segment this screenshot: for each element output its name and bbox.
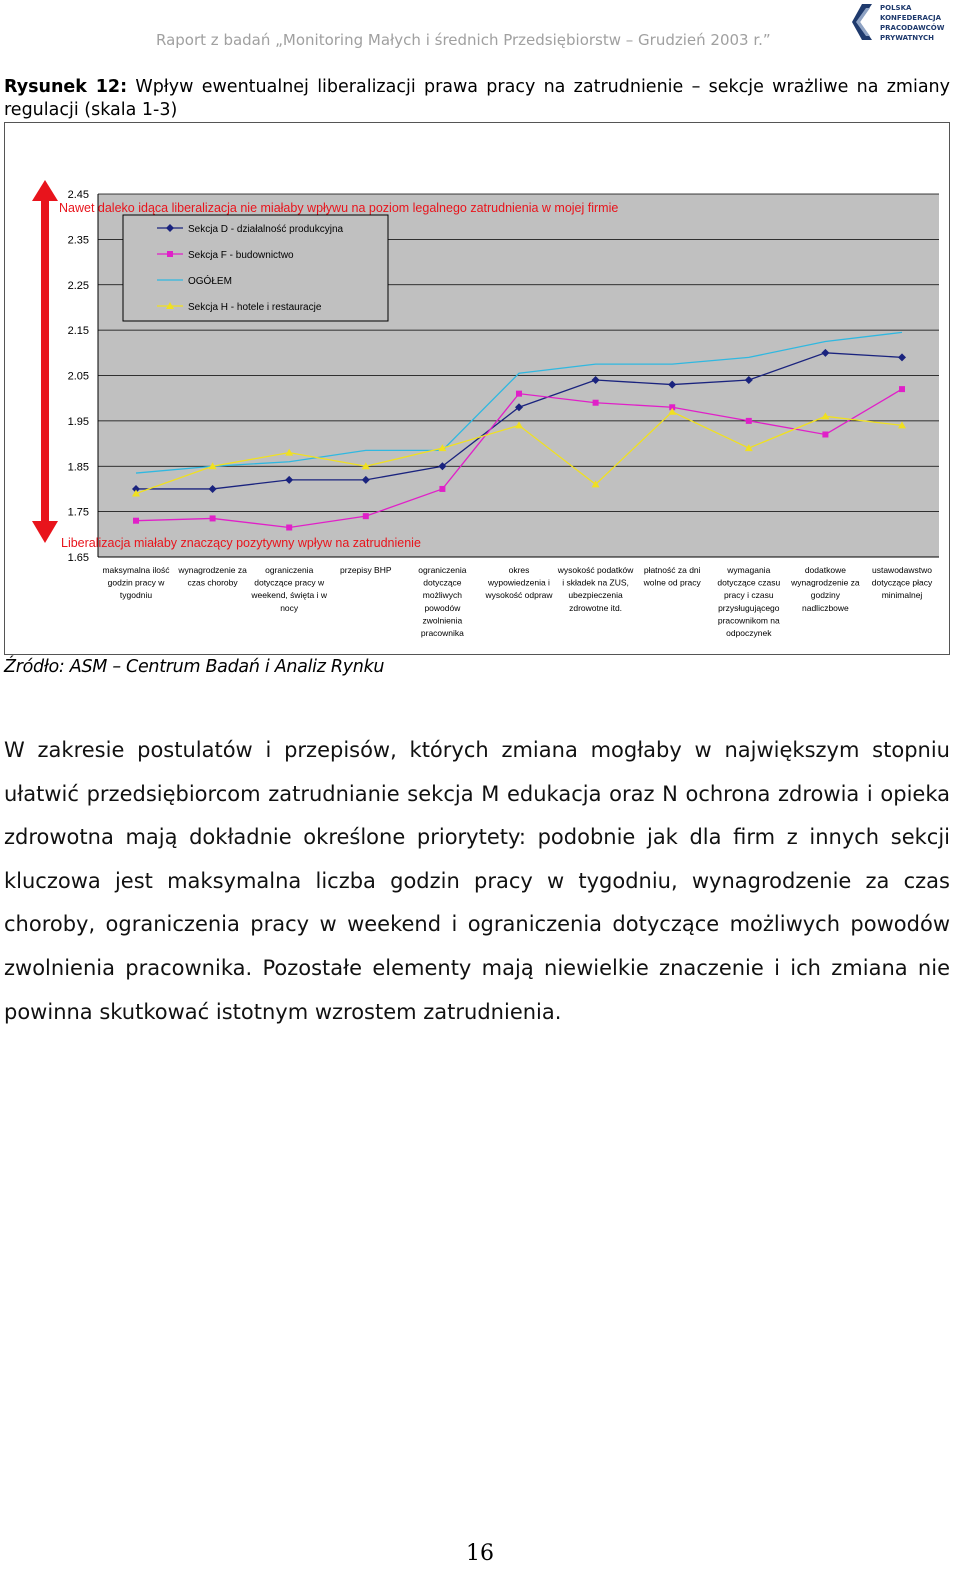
data-point xyxy=(210,515,216,521)
publisher-logo xyxy=(850,2,950,44)
page-number: 16 xyxy=(466,1541,494,1566)
scale-arrow-down-head xyxy=(32,521,58,543)
data-point xyxy=(822,431,828,437)
legend-label: Sekcja F - budownictwo xyxy=(188,250,294,261)
x-tick-label: zwolnienia xyxy=(422,615,463,626)
x-tick-label: zdrowotne itd. xyxy=(569,602,623,613)
x-tick-label: ubezpieczenia xyxy=(568,590,623,601)
x-tick-label: nocy xyxy=(280,602,299,613)
x-tick-label: nadliczbowe xyxy=(802,602,849,613)
x-tick-label: dotyczące pracy w xyxy=(254,577,325,588)
x-tick-label: tygodniu xyxy=(119,590,153,601)
x-tick-label: wymagania xyxy=(727,565,771,575)
x-tick-label: pracownika xyxy=(420,628,464,638)
x-tick-label: wysokość podatków xyxy=(557,565,634,575)
x-tick-label: czas choroby xyxy=(187,577,238,588)
top-annotation: Nawet daleko idąca liberalizacja nie miałaby wpływu na poziom legalnego zatrudnienia w mojej firmie xyxy=(59,201,619,215)
x-tick-label: wolne od pracy xyxy=(643,577,701,588)
x-tick-label: ustawodawstwo xyxy=(871,565,933,575)
x-tick-label: powodów xyxy=(424,602,461,613)
legend-marker xyxy=(167,251,173,257)
data-point xyxy=(516,391,522,397)
x-tick-label: płatność za dni xyxy=(643,565,701,575)
x-tick-label: wynagrodzenie za xyxy=(178,565,247,575)
x-tick-label: i składek na ZUS, xyxy=(562,577,629,588)
x-tick-label: maksymalna ilość xyxy=(102,565,170,575)
figure-source: Źródło: ASM – Centrum Badań i Analiz Rynku xyxy=(4,657,385,677)
y-tick-label: 2.05 xyxy=(67,370,89,383)
figure-caption xyxy=(4,76,950,122)
data-point xyxy=(363,513,369,519)
x-tick-label: wypowiedzenia i xyxy=(488,577,550,588)
x-tick-label: pracownikom na xyxy=(717,615,780,626)
chart-frame xyxy=(4,122,950,655)
logo-mark-icon xyxy=(850,2,878,44)
data-point xyxy=(899,386,905,392)
x-tick-label: weekend, święta i w xyxy=(251,590,327,601)
y-tick-label: 2.15 xyxy=(67,325,89,338)
x-tick-label: dotyczące xyxy=(423,577,462,588)
data-point xyxy=(746,418,752,424)
data-point xyxy=(133,518,139,524)
data-point xyxy=(593,400,599,406)
x-tick-label: dotyczące czasu xyxy=(717,577,781,588)
legend-label: Sekcja H - hotele i restauracje xyxy=(188,302,322,313)
x-tick-label: odpoczynek xyxy=(726,628,772,638)
logo-text: POLSKA KONFEDERACJA PRACODAWCÓW PRYWATNYCH xyxy=(880,4,945,42)
y-tick-label: 1.85 xyxy=(67,461,89,474)
x-tick-label: godziny xyxy=(810,590,841,601)
legend-label: OGÓŁEM xyxy=(188,276,232,287)
x-tick-label: dodatkowe xyxy=(804,565,846,575)
x-tick-label: dotyczące płacy xyxy=(871,577,933,588)
bottom-annotation: Liberalizacja miałaby znaczący pozytywny wpływ na zatrudnienie xyxy=(61,536,421,550)
x-tick-label: okres xyxy=(508,565,530,575)
y-tick-label: 2.35 xyxy=(67,234,89,247)
x-tick-label: przysługującego xyxy=(718,602,780,613)
y-tick-label: 1.75 xyxy=(67,506,89,519)
x-tick-label: minimalnej xyxy=(881,590,923,601)
x-tick-label: możliwych xyxy=(422,590,463,601)
x-tick-label: ograniczenia xyxy=(265,565,314,575)
x-tick-label: wysokość odpraw xyxy=(485,590,553,601)
body-paragraph: W zakresie postulatów i przepisów, których zmiana mogłaby w największym stopniu ułatwić przedsiębiorcom zatrudnianie sekcja M edukacja oraz N ochrona zdrowia i opieka zdrowotna mają dokładnie określone priorytety: podobnie jak dla firm z innych sekcji kluczowa jest maksymalna liczba godzin pracy w tygodniu, wynagrodzenie za czas choroby, ograniczenia pracy w weekend i ograniczenia dotyczące możliwych powodów zwolnienia pracownika. Pozostałe elementy mają niewielkie znaczenie i ich zmiana nie powinna skutkować istotnym wzrostem zatrudnienia. xyxy=(4,738,950,1024)
data-point xyxy=(286,525,292,531)
x-tick-label: wynagrodzenie za xyxy=(791,577,860,588)
y-tick-label: 1.95 xyxy=(67,415,89,428)
x-tick-label: przepisy BHP xyxy=(340,565,392,575)
legend-label: Sekcja D - działalność produkcyjna xyxy=(188,224,344,235)
data-point xyxy=(439,486,445,492)
scale-arrow-up-head xyxy=(32,180,58,201)
y-tick-label: 1.65 xyxy=(67,552,89,564)
y-tick-label: 2.25 xyxy=(67,279,89,292)
figure-label: Rysunek 12: xyxy=(4,77,128,97)
y-tick-label: 2.45 xyxy=(67,189,89,201)
x-tick-label: pracy i czasu xyxy=(723,590,774,601)
line-chart xyxy=(5,123,949,654)
x-tick-label: ograniczenia xyxy=(418,565,467,575)
figure-caption-text: Wpływ ewentualnej liberalizacji prawa pracy na zatrudnienie – sekcje wrażliwe na zmiany regulacji (skala 1-3) xyxy=(4,77,950,120)
running-header: Raport z badań „Monitoring Małych i średnich Przedsiębiorstw – Grudzień 2003 r.” xyxy=(156,31,771,49)
x-tick-label: godzin pracy w xyxy=(107,577,165,588)
